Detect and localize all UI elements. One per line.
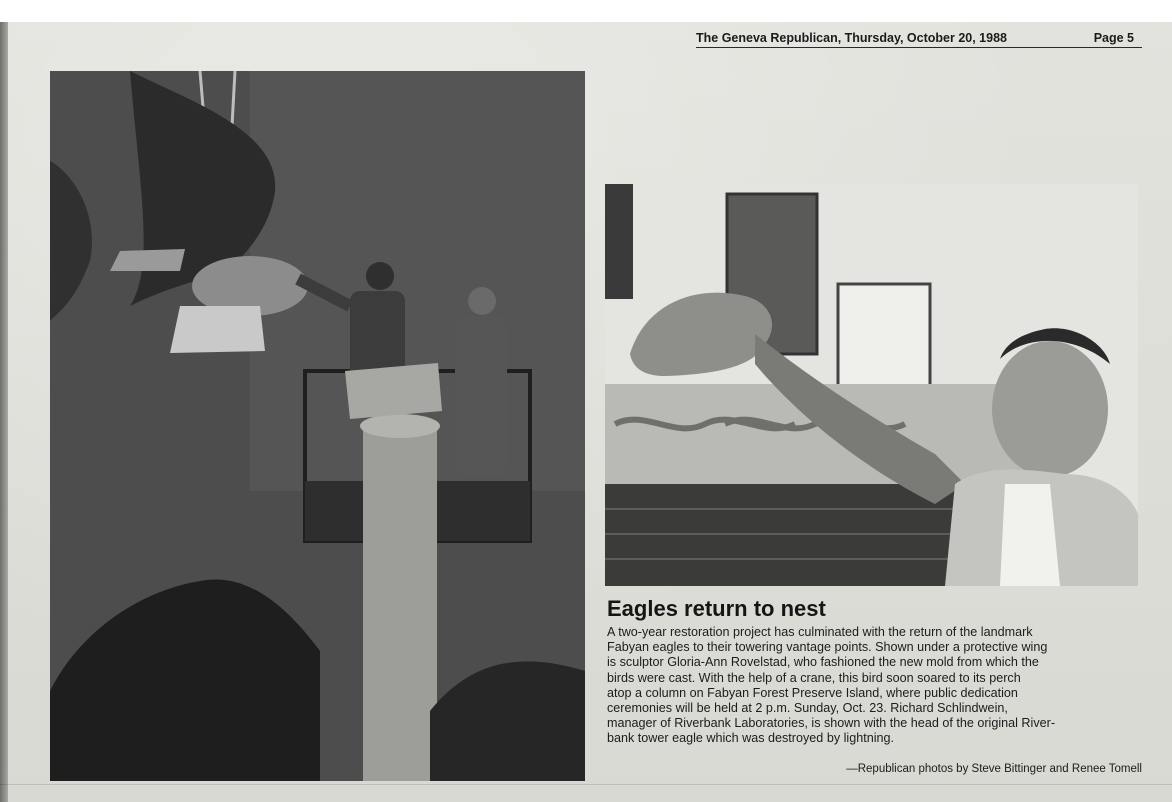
eagle-head-illustration bbox=[605, 184, 1138, 586]
eagle-crane-illustration bbox=[50, 71, 585, 781]
article-headline: Eagles return to nest bbox=[607, 596, 826, 621]
page-header bbox=[696, 31, 1142, 48]
article-line: is sculptor Gloria-Ann Rovelstad, who fashioned the new mold from which the bbox=[607, 655, 1039, 670]
scan-top-margin bbox=[0, 0, 1172, 22]
article-line: ceremonies will be held at 2 p.m. Sunday, Oct. 23. Richard Schlindwein, bbox=[607, 701, 1008, 716]
page-fold-line bbox=[0, 784, 1172, 785]
eagle-crane-photo bbox=[50, 71, 585, 781]
eagle-head-photo bbox=[605, 184, 1138, 586]
photo-credit: —Republican photos by Steve Bittinger and Renee Tomell bbox=[846, 763, 1142, 775]
page-number: Page 5 bbox=[1093, 31, 1134, 45]
article-line: Fabyan eagles to their towering vantage points. Shown under a protective wing bbox=[607, 640, 1048, 655]
article-line: bank tower eagle which was destroyed by lightning. bbox=[607, 731, 895, 746]
article-body bbox=[607, 625, 1142, 747]
masthead-line: The Geneva Republican, Thursday, October 20, 1988 bbox=[696, 31, 1007, 45]
page-fold-edge bbox=[0, 22, 8, 802]
article-line: birds were cast. With the help of a crane, this bird soon soared to its perch bbox=[607, 670, 1021, 685]
article-line: atop a column on Fabyan Forest Preserve Island, where public dedication bbox=[607, 685, 1018, 700]
article-line: manager of Riverbank Laboratories, is shown with the head of the original River- bbox=[607, 716, 1056, 731]
article-line: A two-year restoration project has culminated with the return of the landmark bbox=[607, 625, 1033, 639]
